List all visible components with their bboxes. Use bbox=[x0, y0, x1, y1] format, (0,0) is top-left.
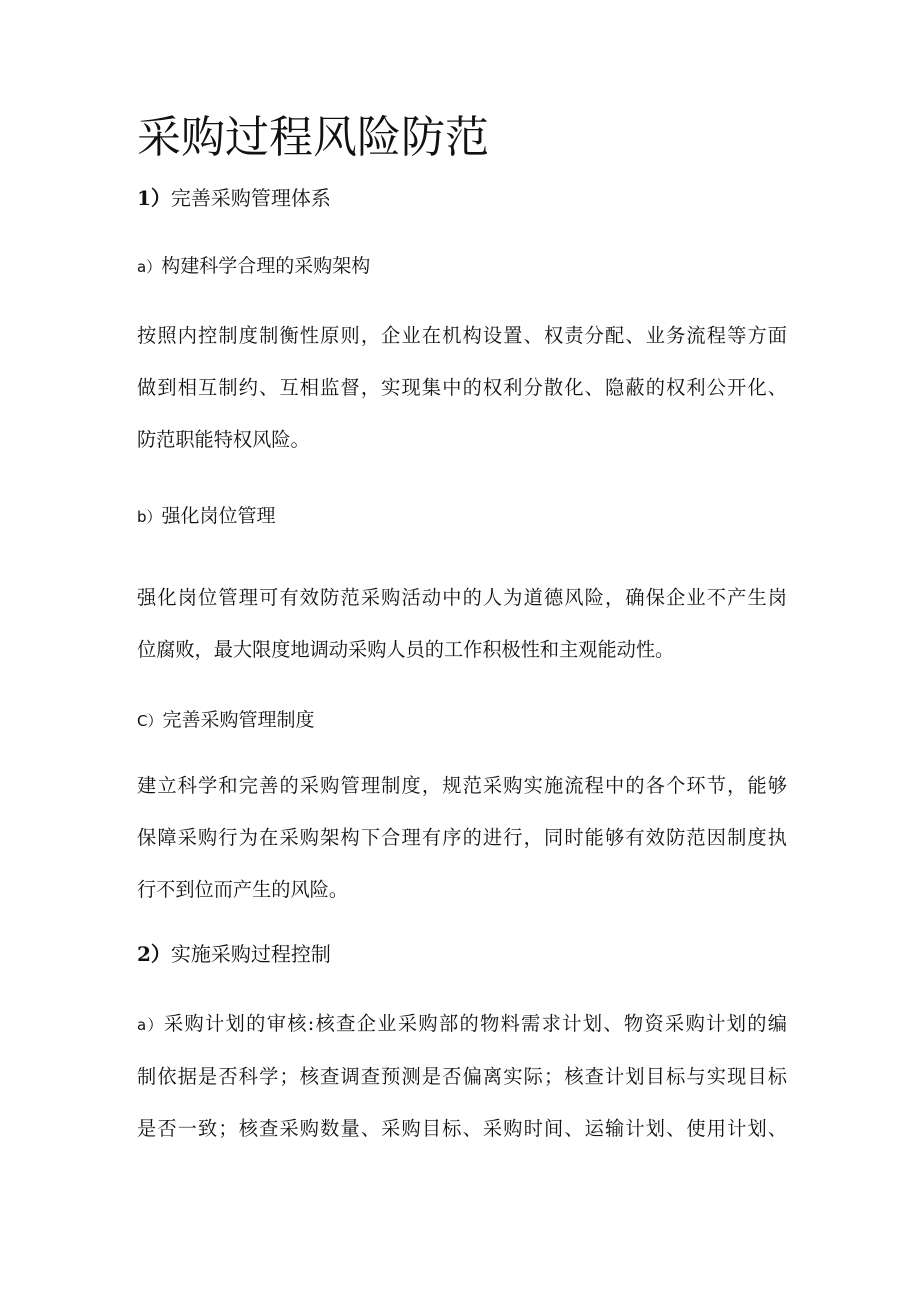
section-1-number: 1） bbox=[137, 186, 171, 210]
item-1b-title: 强化岗位管理 bbox=[161, 505, 276, 527]
item-1b-heading bbox=[137, 502, 276, 531]
item-2a-paragraph bbox=[137, 998, 787, 1155]
item-1a-paragraph bbox=[137, 310, 787, 466]
item-2a-marker: a） bbox=[137, 1016, 164, 1034]
paragraph-line: 按照内控制度制衡性原则，企业在机构设置、权责分配、业务流程等方面 bbox=[137, 324, 787, 347]
item-2a-line-1: 采购计划的审核:核查企业采购部的物料需求计划、物资采购计划的编 bbox=[163, 1012, 787, 1035]
item-1a-title: 构建科学合理的采购架构 bbox=[161, 255, 371, 277]
document-title: 采购过程风险防范 bbox=[137, 112, 489, 163]
paragraph-line: 是否一致；核查采购数量、采购目标、采购时间、运输计划、使用计划、 bbox=[137, 1117, 787, 1140]
section-2-number: 2） bbox=[137, 942, 171, 966]
item-1b-paragraph bbox=[137, 572, 787, 676]
section-2-heading bbox=[137, 940, 331, 968]
section-1-heading bbox=[137, 184, 331, 212]
paragraph-line: 行不到位而产生的风险。 bbox=[137, 878, 349, 901]
section-2-title: 实施采购过程控制 bbox=[170, 942, 331, 966]
paragraph-line: 制依据是否科学；核查调查预测是否偏离实际；核查计划目标与实现目标 bbox=[137, 1065, 787, 1088]
paragraph-line: 位腐败，最大限度地调动采购人员的工作积极性和主观能动性。 bbox=[137, 638, 675, 661]
paragraph-line: 保障采购行为在采购架构下合理有序的进行，同时能够有效防范因制度执 bbox=[137, 826, 787, 849]
paragraph-line: 建立科学和完善的采购管理制度，规范采购实施流程中的各个环节，能够 bbox=[137, 774, 787, 797]
item-1c-title: 完善采购管理制度 bbox=[162, 709, 315, 731]
paragraph-line: 防范职能特权风险。 bbox=[137, 428, 310, 451]
item-1c-heading bbox=[137, 706, 315, 735]
paragraph-line: 强化岗位管理可有效防范采购活动中的人为道德风险，确保企业不产生岗 bbox=[137, 586, 787, 609]
item-1a-heading bbox=[137, 252, 370, 281]
item-1b-marker: b） bbox=[137, 508, 162, 526]
item-1a-marker: a） bbox=[137, 258, 162, 276]
item-1c-marker: C） bbox=[137, 712, 163, 730]
paragraph-line: 做到相互制约、互相监督，实现集中的权利分散化、隐蔽的权利公开化、 bbox=[137, 376, 787, 399]
section-1-title: 完善采购管理体系 bbox=[170, 186, 331, 210]
item-1c-paragraph bbox=[137, 760, 787, 916]
paragraph-line bbox=[137, 998, 787, 1051]
